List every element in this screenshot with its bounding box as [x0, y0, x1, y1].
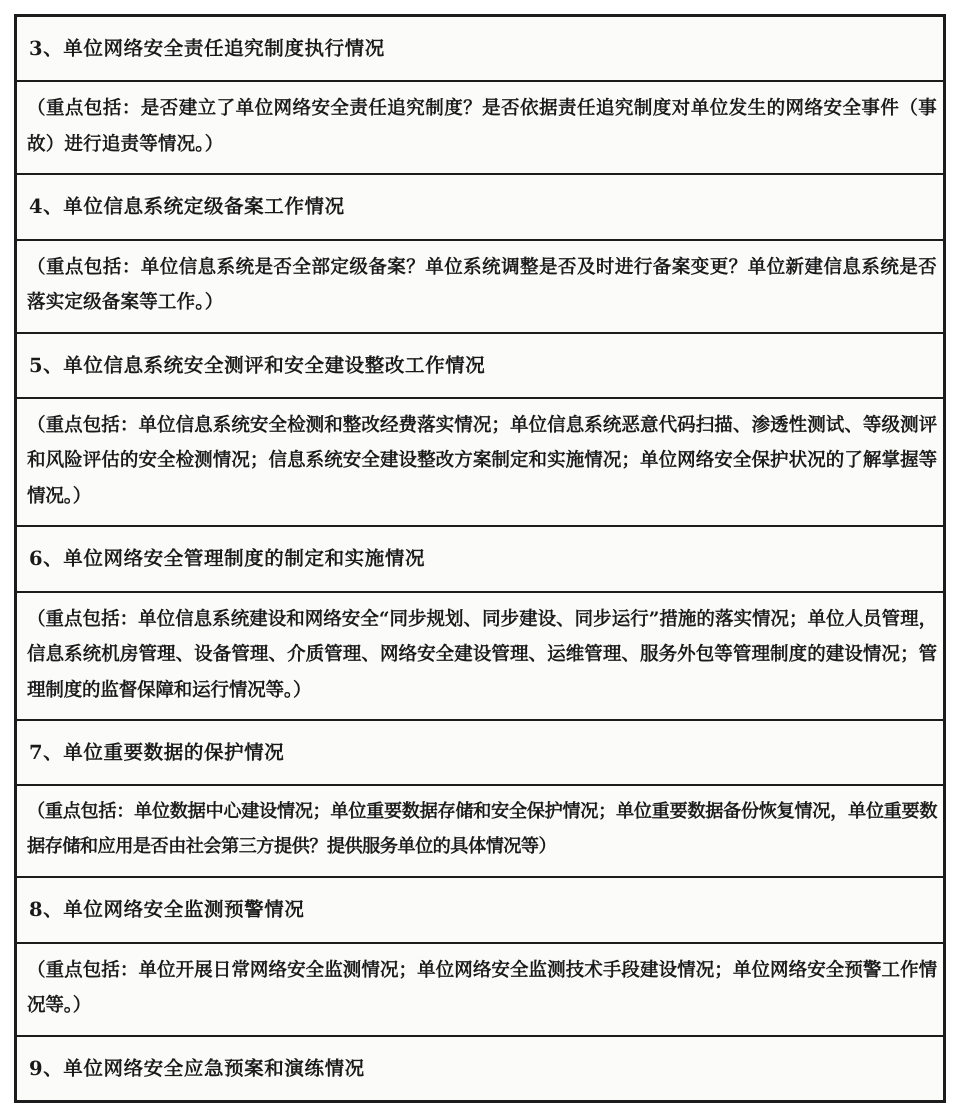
- table-row: [16, 16, 945, 82]
- table-row: [16, 720, 945, 785]
- table-row: [16, 240, 945, 333]
- table-row: [16, 943, 945, 1036]
- section-detail-4: （重点包括：单位信息系统是否全部定级备案？单位系统调整是否及时进行备案变更？单位新建信息系统是否落实定级备案等工作。）: [27, 256, 937, 314]
- section-detail-8: （重点包括：单位开展日常网络安全监测情况；单位网络安全监测技术手段建设情况；单位网络安全预警工作情况等。）: [27, 959, 937, 1017]
- table-row: [16, 1036, 945, 1102]
- table-cell-heading: [16, 720, 945, 785]
- table-cell-heading: [16, 333, 945, 398]
- table-cell-heading: [16, 877, 945, 942]
- checklist-table: [14, 14, 946, 1103]
- table-cell-detail: [16, 81, 945, 174]
- checklist-table-body: [16, 16, 945, 1102]
- table-row: [16, 592, 945, 721]
- table-row: [16, 526, 945, 591]
- table-cell-heading: [16, 526, 945, 591]
- section-heading-3: 3、单位网络安全责任追究制度执行情况: [29, 37, 385, 60]
- table-row: [16, 81, 945, 174]
- table-row: [16, 398, 945, 527]
- section-heading-6: 6、单位网络安全管理制度的制定和实施情况: [29, 547, 426, 571]
- table-row: [16, 877, 945, 942]
- section-detail-3: （重点包括：是否建立了单位网络安全责任追究制度？是否依据责任追究制度对单位发生的网络安全事件（事故）进行追责等情况。）: [27, 98, 937, 155]
- section-heading-8: 8、单位网络安全监测预警情况: [29, 898, 305, 922]
- section-detail-7: （重点包括：单位数据中心建设情况；单位重要数据存储和安全保护情况；单位重要数据备份恢复情况，单位重要数据存储和应用是否由社会第三方提供？提供服务单位的具体情况等）: [27, 801, 937, 858]
- table-row: [16, 785, 945, 877]
- section-heading-5: 5、单位信息系统安全测评和安全建设整改工作情况: [29, 353, 486, 377]
- section-detail-6: （重点包括：单位信息系统建设和网络安全“同步规划、同步建设、同步运行”措施的落实情况；单位人员管理，信息系统机房管理、设备管理、介质管理、网络安全建设管理、运维管理、服务外包等管理制度的建设情况；管理制度的监督保障和运行情况等。）: [27, 608, 937, 701]
- section-heading-4: 4、单位信息系统定级备案工作情况: [29, 195, 345, 219]
- section-detail-5: （重点包括：单位信息系统安全检测和整改经费落实情况；单位信息系统恶意代码扫描、渗透性测试、等级测评和风险评估的安全检测情况；信息系统安全建设整改方案制定和实施情况；单位网络安全保护状况的了解掌握等情况。）: [27, 414, 937, 507]
- table-cell-detail: [16, 398, 945, 527]
- table-cell-detail: [16, 785, 945, 877]
- table-cell-heading: [16, 16, 945, 82]
- table-row: [16, 333, 945, 398]
- table-row: [16, 174, 945, 239]
- section-heading-7: 7、单位重要数据的保护情况: [29, 741, 285, 765]
- table-cell-detail: [16, 592, 945, 721]
- table-cell-heading: [16, 1036, 945, 1102]
- table-cell-heading: [16, 174, 945, 239]
- table-cell-detail: [16, 240, 945, 333]
- table-cell-detail: [16, 943, 945, 1036]
- section-heading-9: 9、单位网络安全应急预案和演练情况: [29, 1056, 365, 1080]
